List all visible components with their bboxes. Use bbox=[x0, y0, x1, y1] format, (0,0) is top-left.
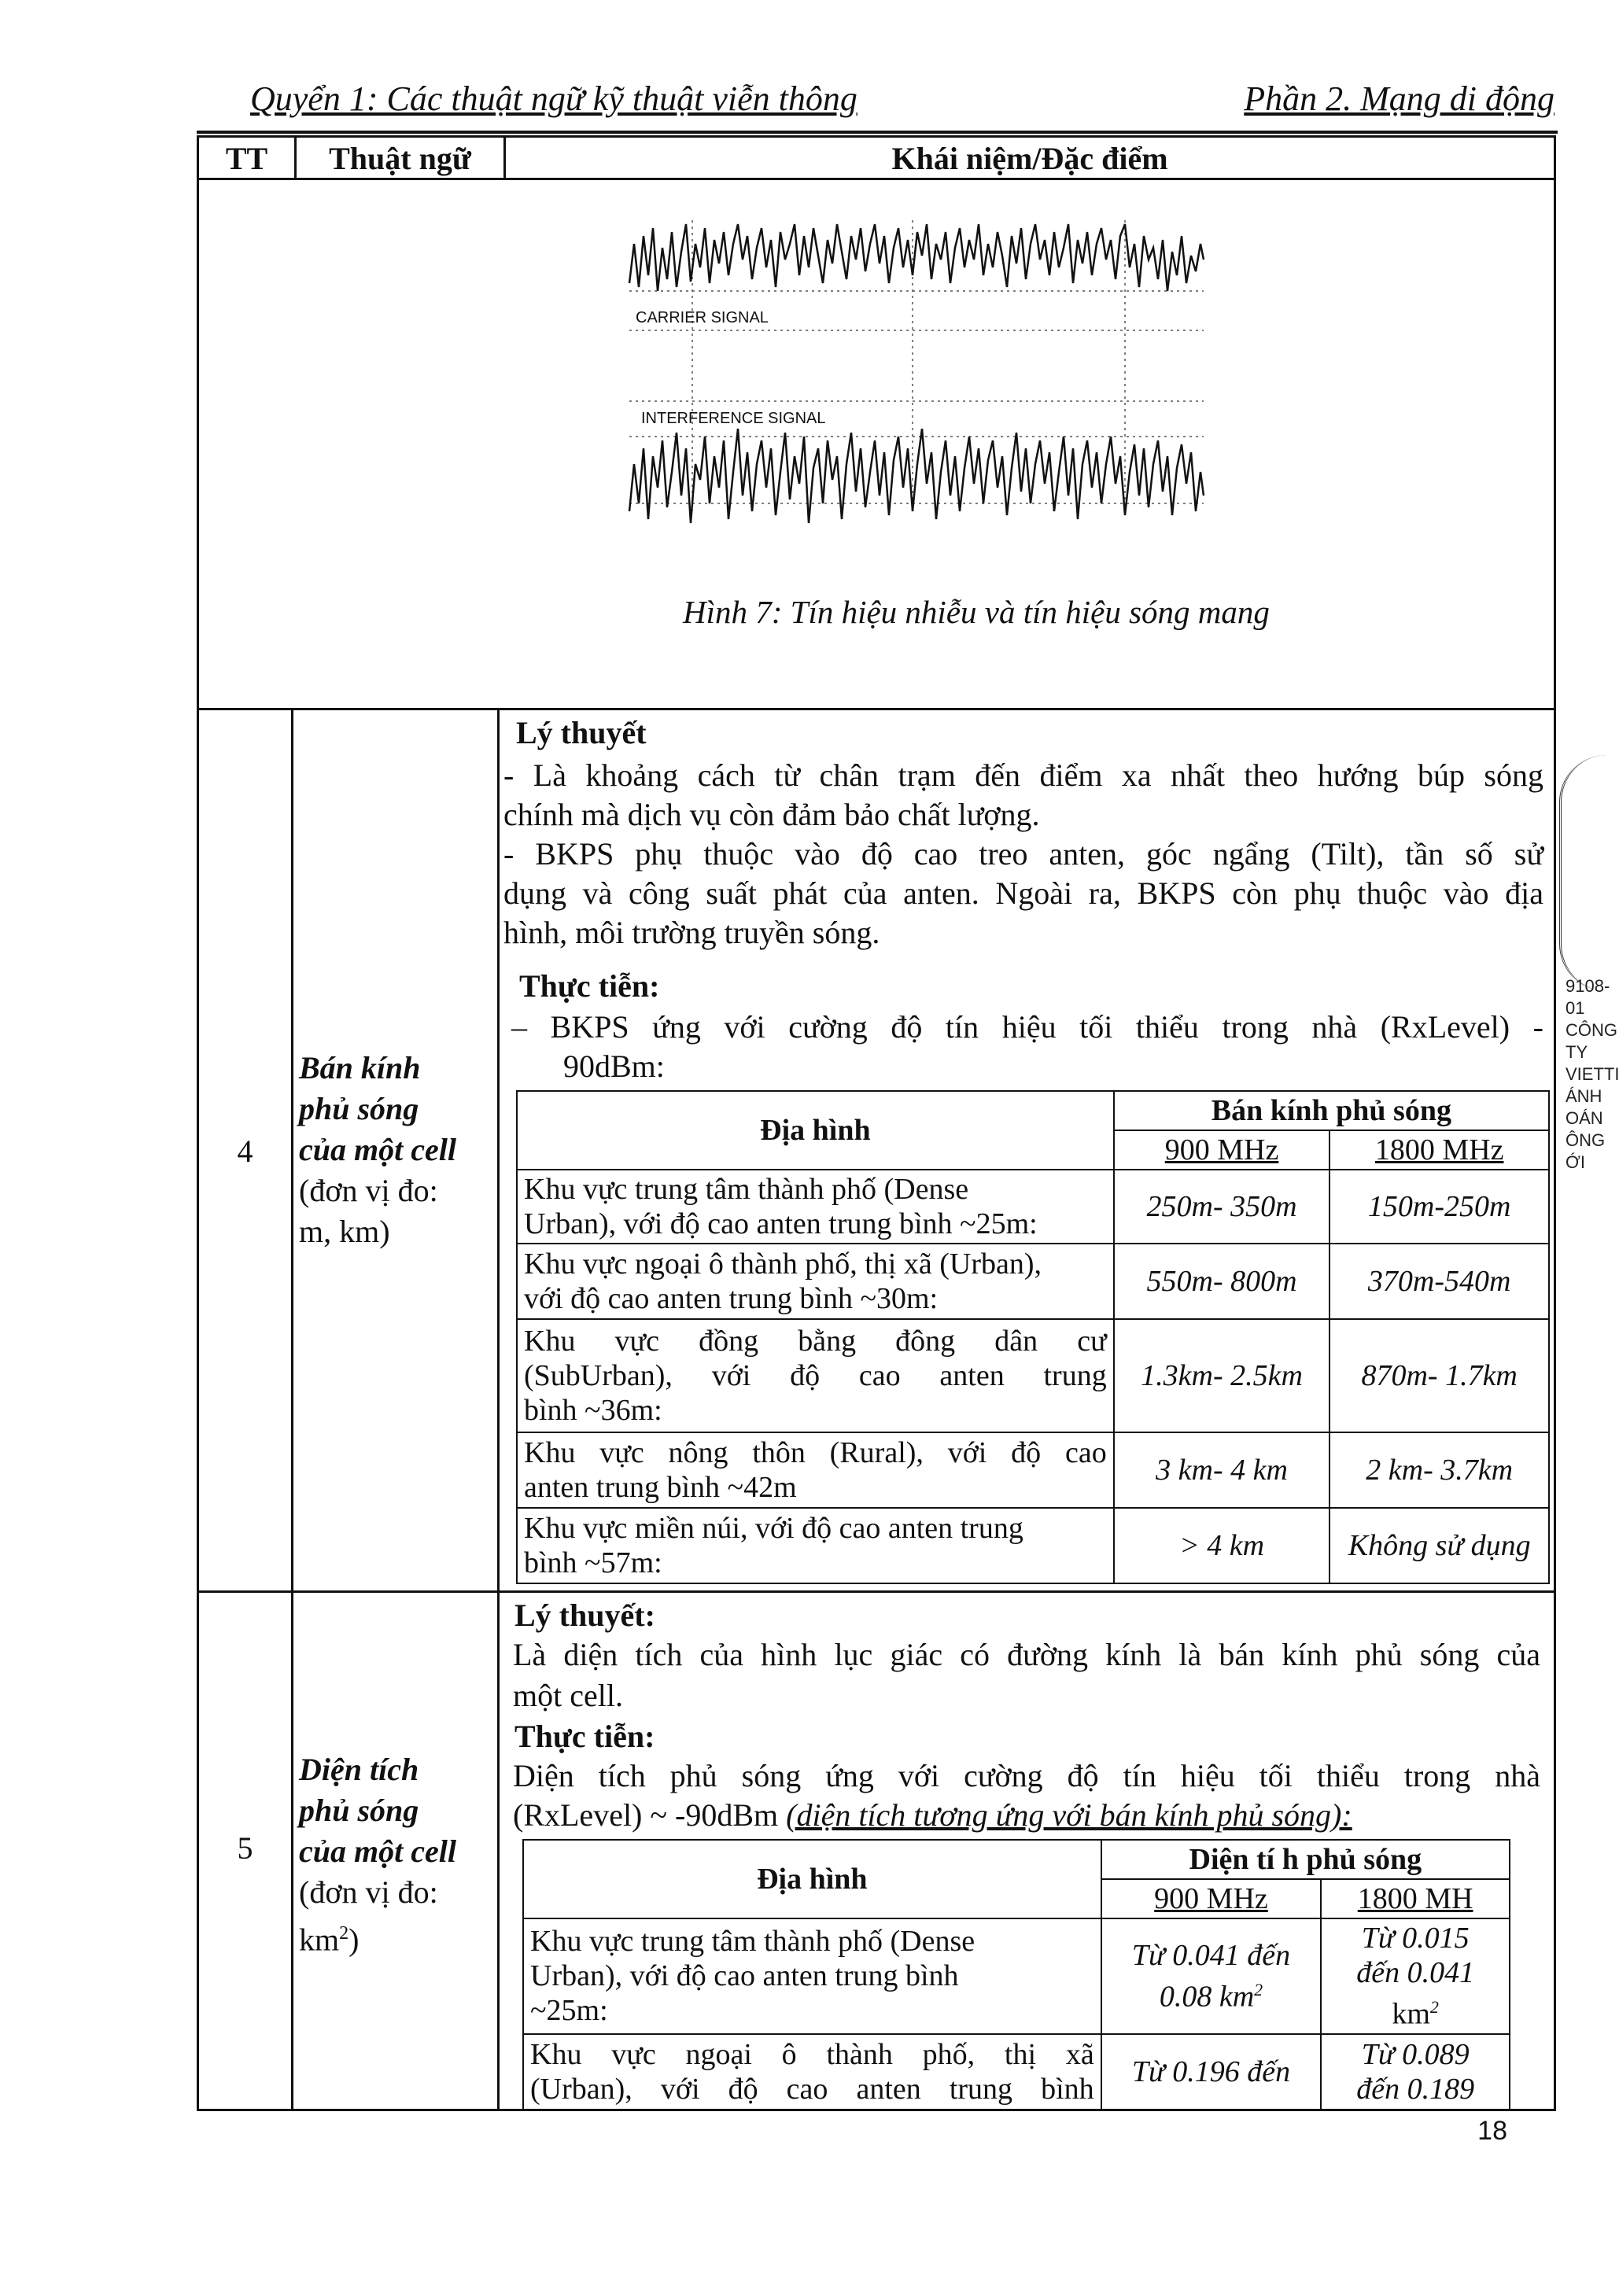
table-row bbox=[517, 1170, 1549, 1244]
row-divider-4-5 bbox=[197, 1590, 1556, 1593]
row5-theory-heading: Lý thuyết: bbox=[514, 1598, 655, 1633]
row5-table-header-terrain: Địa hình bbox=[523, 1840, 1101, 1918]
table-row bbox=[517, 1508, 1549, 1583]
row4-term-unit-2: m, km) bbox=[299, 1214, 390, 1249]
table-row bbox=[517, 1432, 1549, 1508]
row4-radius-1800: 150m-250m bbox=[1329, 1170, 1549, 1244]
stamp-seal-top bbox=[1559, 755, 1613, 991]
row-divider-figure bbox=[197, 708, 1556, 710]
row4-table-header-radius: Bán kính phủ sóng bbox=[1114, 1091, 1549, 1130]
row5-theory-line2: một cell. bbox=[513, 1678, 623, 1713]
row4-radius-1800: 2 km- 3.7km bbox=[1329, 1432, 1549, 1508]
row5-term-line3: của một cell bbox=[299, 1833, 456, 1869]
row5-area-1800: Từ 0.015 đến 0.041 $km^2$ bbox=[1321, 1918, 1510, 2034]
header-rule bbox=[197, 131, 1558, 134]
row4-radius-1800: Không sử dụng bbox=[1329, 1508, 1549, 1583]
row4-terrain-rural: Khu vực nông thôn (Rural), với độ cao anten trung bình ~42m bbox=[517, 1432, 1114, 1508]
row4-table-header-1800: 1800 MHz bbox=[1329, 1130, 1549, 1170]
row4-theory-heading: Lý thuyết bbox=[516, 715, 647, 750]
row4-number: 4 bbox=[237, 1133, 253, 1169]
table-row bbox=[523, 2034, 1510, 2110]
row5-area-1800: Từ 0.089 đến 0.189 bbox=[1321, 2034, 1510, 2110]
stamp-seal-text: 9108-01 CÔNG TY VIETTI ÁNH OÁN ÔNG ỚI bbox=[1566, 976, 1619, 1172]
row5-terrain-urban: Khu vực ngoại ô thành phố, thị xã (Urban), với độ cao anten trung bình bbox=[523, 2034, 1101, 2110]
figure-caption: Hình 7: Tín hiệu nhiễu và tín hiệu sóng mang bbox=[683, 594, 1270, 630]
row4-term-line2: phủ sóng bbox=[299, 1091, 419, 1126]
row5-table-header-1800: 1800 MH bbox=[1321, 1879, 1510, 1918]
row5-coverage-table bbox=[522, 1839, 1510, 2110]
row5-table-header-900: 900 MHz bbox=[1101, 1879, 1322, 1918]
row5-term-line1: Diện tích bbox=[299, 1752, 419, 1787]
row4-terrain-urban: Khu vực ngoại ô thành phố, thị xã (Urban), với độ cao anten trung bình ~30m: bbox=[517, 1244, 1114, 1319]
row5-area-900: Từ 0.196 đến bbox=[1101, 2034, 1322, 2110]
row5-theory-line1: Là diện tích của hình lục giác có đường kính là bán kính phủ sóng của bbox=[513, 1637, 1540, 1672]
carrier-waveform bbox=[629, 224, 1204, 291]
row4-theory-line4: dụng và công suất phát của anten. Ngoài ra, BKPS còn phụ thuộc vào địa bbox=[503, 875, 1543, 911]
row5-table-header-area: Diện tí h phủ sóng bbox=[1101, 1840, 1510, 1879]
col-header-tt: TT bbox=[225, 141, 268, 176]
row5-practice-line2: (RxLevel) ~ -90dBm (diện tích tương ứng với bán kính phủ sóng): bbox=[513, 1797, 1352, 1833]
row5-terrain-dense-urban: Khu vực trung tâm thành phố (Dense Urban), với độ cao anten trung bình ~25m: bbox=[523, 1918, 1101, 2034]
row4-radius-900: > 4 km bbox=[1114, 1508, 1330, 1583]
table-row bbox=[517, 1244, 1549, 1319]
header-row-bottom-rule bbox=[197, 178, 1556, 180]
table-row bbox=[523, 1918, 1510, 2034]
row4-radius-1800: 370m-540m bbox=[1329, 1244, 1549, 1319]
row4-term-line3: của một cell bbox=[299, 1132, 456, 1167]
row5-practice-heading: Thực tiễn: bbox=[514, 1719, 655, 1754]
row4-radius-900: 1.3km- 2.5km bbox=[1114, 1319, 1330, 1432]
row4-table-header-900: 900 MHz bbox=[1114, 1130, 1330, 1170]
row5-term-line2: phủ sóng bbox=[299, 1793, 419, 1828]
row4-theory-line2: chính mà dịch vụ còn đảm bảo chất lượng. bbox=[503, 797, 1040, 832]
row4-terrain-dense-urban: Khu vực trung tâm thành phố (Dense Urban), với độ cao anten trung bình ~25m: bbox=[517, 1170, 1114, 1244]
col-divider-term bbox=[497, 708, 500, 2111]
row4-table-header-terrain: Địa hình bbox=[517, 1091, 1114, 1170]
row4-practice-heading: Thực tiễn: bbox=[519, 968, 660, 1004]
row4-radius-900: 250m- 350m bbox=[1114, 1170, 1330, 1244]
row5-term-unit-1: (đơn vị đo: bbox=[299, 1874, 438, 1910]
row5-term-unit-2: $km^2$) bbox=[299, 1922, 360, 1958]
row5-practice-line1: Diện tích phủ sóng ứng với cường độ tín hiệu tối thiểu trong nhà bbox=[513, 1758, 1540, 1793]
row4-theory-line1: - Là khoảng cách từ chân trạm đến điểm xa nhất theo hướng búp sóng bbox=[503, 757, 1543, 793]
row4-radius-1800: 870m- 1.7km bbox=[1329, 1319, 1549, 1432]
row4-theory-line5: hình, môi trường truyền sóng. bbox=[503, 915, 880, 950]
row5-term bbox=[299, 1749, 496, 1960]
table-row bbox=[517, 1319, 1549, 1432]
row4-practice-line1: – BKPS ứng với cường độ tín hiệu tối thiểu trong nhà (RxLevel) - bbox=[511, 1009, 1543, 1045]
row4-term-unit-1: (đơn vị đo: bbox=[299, 1173, 438, 1208]
col-divider-tt bbox=[291, 708, 293, 2111]
header-book-title: Quyển 1: Các thuật ngữ kỹ thuật viễn thông bbox=[250, 79, 857, 118]
carrier-signal-label: CARRIER SIGNAL bbox=[636, 309, 769, 326]
row4-practice-line2: 90dBm: bbox=[563, 1048, 665, 1084]
interference-signal-label: INTERFERENCE SIGNAL bbox=[641, 410, 826, 427]
row4-radius-900: 3 km- 4 km bbox=[1114, 1432, 1330, 1508]
row5-number: 5 bbox=[237, 1830, 253, 1866]
row4-terrain-suburban: Khu vực đồng bằng đông dân cư (SubUrban), với độ cao anten trung bình ~36m: bbox=[517, 1319, 1114, 1432]
row4-theory-line3: - BKPS phụ thuộc vào độ cao treo anten, góc ngẩng (Tilt), tần số sử bbox=[503, 836, 1543, 872]
row5-area-900: Từ 0.041 đến 0.08 $km^2$ bbox=[1101, 1918, 1322, 2034]
row4-radius-900: 550m- 800m bbox=[1114, 1244, 1330, 1319]
col-header-definition: Khái niệm/Đặc điểm bbox=[891, 141, 1168, 176]
page-number: 18 bbox=[1477, 2116, 1507, 2146]
row4-terrain-mountain: Khu vực miền núi, với độ cao anten trung bình ~57m: bbox=[517, 1508, 1114, 1583]
row4-coverage-table bbox=[516, 1090, 1550, 1584]
header-section-title: Phần 2. Mạng di động bbox=[1244, 79, 1554, 118]
signal-figure bbox=[621, 212, 1219, 543]
row4-term bbox=[299, 1048, 496, 1252]
col-header-term: Thuật ngữ bbox=[329, 141, 471, 176]
row4-term-line1: Bán kính bbox=[299, 1050, 421, 1085]
interference-waveform bbox=[629, 429, 1204, 523]
